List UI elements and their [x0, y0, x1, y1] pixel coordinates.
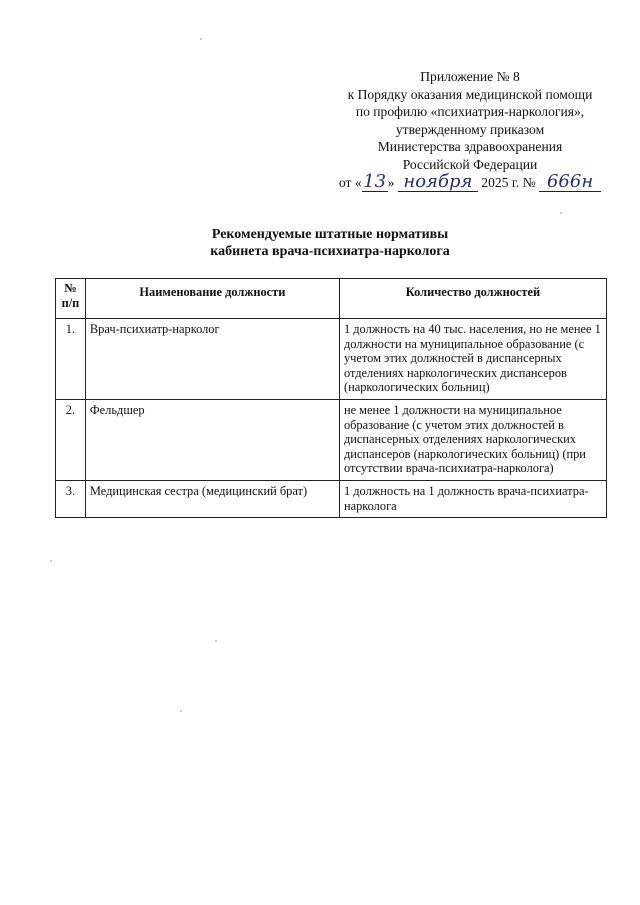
- appendix-line-4: утвержденному приказом: [395, 121, 545, 137]
- table-row: [56, 319, 607, 400]
- row-position-count: не менее 1 должности на муниципальное образование (с учетом этих должностей в диспансерных отделениях наркологических диспансеров (наркологических больниц) (при отсутствии врача-психиатра-нарколога): [339, 399, 606, 480]
- year-text: 2025 г. №: [481, 174, 536, 190]
- scan-speck: [215, 640, 217, 642]
- day-blank: [362, 170, 388, 193]
- handwritten-month: ноября: [403, 170, 473, 192]
- row-position-name: Врач-психиатр-нарколог: [85, 319, 339, 400]
- date-prefix: от «: [338, 174, 362, 190]
- row-position-name: Медицинская сестра (медицинский брат): [85, 480, 339, 517]
- month-blank: [398, 170, 478, 193]
- date-mid: »: [387, 174, 395, 190]
- scan-speck: [50, 560, 52, 562]
- row-position-name: Фельдшер: [85, 399, 339, 480]
- staff-norms-table: [55, 278, 607, 518]
- header-position-name: Наименование должности: [85, 279, 339, 319]
- header-position-count: Количество должностей: [339, 279, 606, 319]
- scan-speck: [180, 710, 182, 712]
- appendix-number: Приложение № 8: [420, 69, 520, 84]
- handwritten-day: 13: [363, 170, 387, 192]
- row-num: 3.: [56, 480, 86, 517]
- title-line-2: кабинета врача-психиатра-нарколога: [210, 244, 450, 259]
- appendix-line-3: по профилю «психиатрия-наркология»,: [355, 104, 585, 120]
- number-blank: [539, 170, 601, 193]
- appendix-line-2: к Порядку оказания медицинской помощи: [347, 86, 593, 102]
- table-row: [56, 480, 607, 517]
- document-title: [150, 226, 510, 260]
- row-num: 2.: [56, 399, 86, 480]
- title-line-1: Рекомендуемые штатные нормативы: [211, 227, 449, 242]
- table-row: [56, 399, 607, 480]
- header-num: № п/п: [56, 279, 86, 319]
- handwritten-order-number: 666н: [546, 170, 594, 192]
- scan-speck: [200, 38, 202, 40]
- order-date-line: [300, 170, 640, 193]
- scan-speck: [560, 212, 562, 214]
- appendix-header: [300, 68, 640, 192]
- row-position-count: 1 должность на 40 тыс. населения, но не менее 1 должности на муниципальное образование (с учетом этих должностей в диспансерных отделениях наркологических диспансеров (наркологических больниц): [339, 319, 606, 400]
- row-num: 1.: [56, 319, 86, 400]
- appendix-line-5: Министерства здравоохранения: [377, 139, 563, 155]
- table-header-row: [56, 279, 607, 319]
- row-position-count: 1 должность на 1 должность врача-психиатра-нарколога: [339, 480, 606, 517]
- appendix-line-6: Российской Федерации: [402, 156, 538, 172]
